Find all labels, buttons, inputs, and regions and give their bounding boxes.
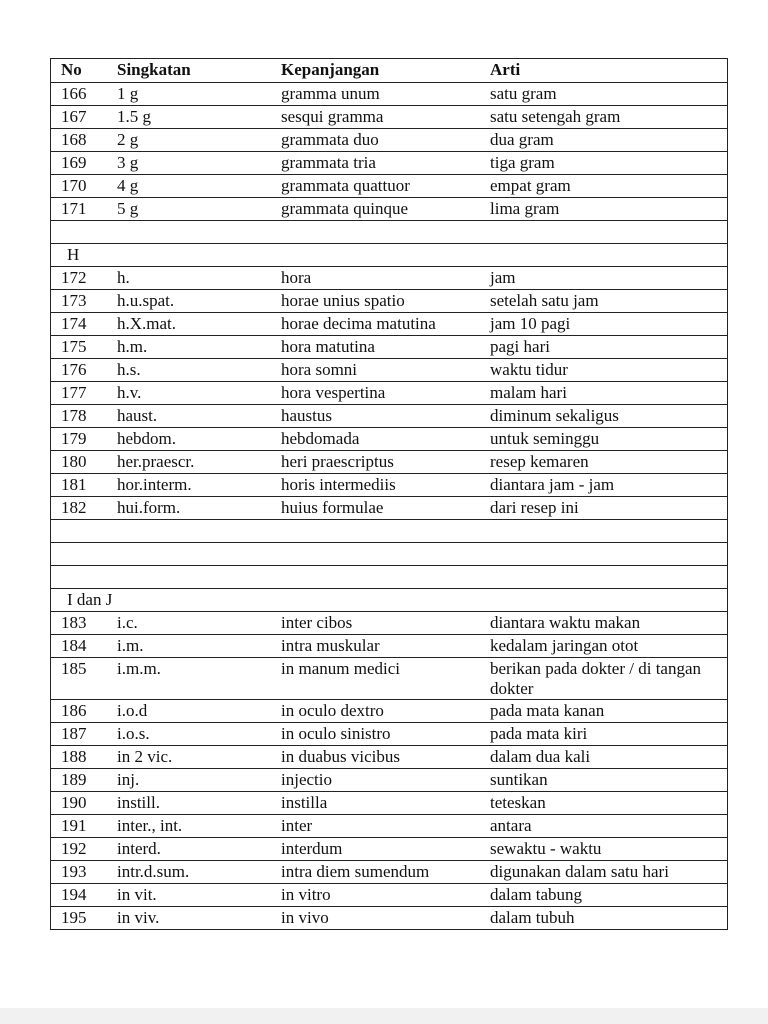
cell-full-form: horae unius spatio (281, 290, 490, 313)
table-row (51, 359, 728, 382)
cell-full-form: grammata quinque (281, 198, 490, 221)
table-row (51, 313, 728, 336)
cell-no: 169 (51, 152, 118, 175)
cell-meaning: teteskan (490, 792, 728, 815)
cell-abbreviation: 1 g (117, 83, 281, 106)
cell-abbreviation: her.praescr. (117, 451, 281, 474)
cell-meaning: malam hari (490, 382, 728, 405)
cell-meaning: diminum sekaligus (490, 405, 728, 428)
cell-abbreviation: i.o.d (117, 700, 281, 723)
table-row (51, 658, 728, 700)
table-row (51, 700, 728, 723)
cell-abbreviation: inter., int. (117, 815, 281, 838)
cell-full-form: grammata tria (281, 152, 490, 175)
cell-abbreviation: 1.5 g (117, 106, 281, 129)
cell-abbreviation: i.m. (117, 635, 281, 658)
blank-row (51, 221, 728, 244)
cell-meaning: dalam dua kali (490, 746, 728, 769)
cell-full-form: huius formulae (281, 497, 490, 520)
cell-meaning: pagi hari (490, 336, 728, 359)
cell-full-form: intra muskular (281, 635, 490, 658)
cell-no: 177 (51, 382, 118, 405)
cell-full-form: inter (281, 815, 490, 838)
cell-abbreviation: h. (117, 267, 281, 290)
cell-full-form: injectio (281, 769, 490, 792)
cell-full-form: inter cibos (281, 612, 490, 635)
cell-no: 173 (51, 290, 118, 313)
cell-no: 188 (51, 746, 118, 769)
cell-full-form: interdum (281, 838, 490, 861)
cell-abbreviation: hebdom. (117, 428, 281, 451)
cell-no: 167 (51, 106, 118, 129)
cell-full-form: grammata duo (281, 129, 490, 152)
cell-no: 191 (51, 815, 118, 838)
cell-abbreviation: i.c. (117, 612, 281, 635)
cell-abbreviation: h.u.spat. (117, 290, 281, 313)
cell-no: 186 (51, 700, 118, 723)
cell-meaning: diantara jam - jam (490, 474, 728, 497)
cell-no: 171 (51, 198, 118, 221)
cell-meaning: dalam tubuh (490, 907, 728, 930)
cell-abbreviation: i.m.m. (117, 658, 281, 700)
section-label: I dan J (51, 589, 728, 612)
table-header-row (51, 59, 728, 83)
table-row (51, 198, 728, 221)
cell-abbreviation: in viv. (117, 907, 281, 930)
cell-full-form: in duabus vicibus (281, 746, 490, 769)
cell-abbreviation: h.X.mat. (117, 313, 281, 336)
cell-full-form: heri praescriptus (281, 451, 490, 474)
blank-cell (51, 543, 728, 566)
cell-full-form: hora matutina (281, 336, 490, 359)
cell-meaning: satu gram (490, 83, 728, 106)
cell-no: 193 (51, 861, 118, 884)
cell-full-form: in oculo sinistro (281, 723, 490, 746)
table-row (51, 838, 728, 861)
cell-meaning: sewaktu - waktu (490, 838, 728, 861)
cell-full-form: sesqui gramma (281, 106, 490, 129)
cell-no: 180 (51, 451, 118, 474)
section-label: H (51, 244, 728, 267)
table-row (51, 83, 728, 106)
cell-meaning: untuk seminggu (490, 428, 728, 451)
cell-full-form: in vivo (281, 907, 490, 930)
section-header-row (51, 589, 728, 612)
table-row (51, 861, 728, 884)
table-row (51, 129, 728, 152)
cell-meaning: dua gram (490, 129, 728, 152)
cell-no: 178 (51, 405, 118, 428)
cell-no: 175 (51, 336, 118, 359)
cell-meaning: empat gram (490, 175, 728, 198)
cell-full-form: grammata quattuor (281, 175, 490, 198)
section-header-row (51, 244, 728, 267)
cell-meaning: suntikan (490, 769, 728, 792)
cell-full-form: intra diem sumendum (281, 861, 490, 884)
table-row (51, 815, 728, 838)
blank-row (51, 566, 728, 589)
page-bottom-strip (0, 1008, 768, 1024)
cell-no: 192 (51, 838, 118, 861)
table-row (51, 723, 728, 746)
table-row (51, 907, 728, 930)
table-row (51, 884, 728, 907)
cell-full-form: hora vespertina (281, 382, 490, 405)
table-row (51, 792, 728, 815)
cell-abbreviation: 4 g (117, 175, 281, 198)
table-row (51, 405, 728, 428)
cell-meaning: waktu tidur (490, 359, 728, 382)
cell-meaning: kedalam jaringan otot (490, 635, 728, 658)
cell-no: 166 (51, 83, 118, 106)
cell-abbreviation: h.m. (117, 336, 281, 359)
cell-no: 176 (51, 359, 118, 382)
cell-meaning: dalam tabung (490, 884, 728, 907)
cell-meaning: antara (490, 815, 728, 838)
cell-abbreviation: 5 g (117, 198, 281, 221)
table-row (51, 336, 728, 359)
cell-abbreviation: haust. (117, 405, 281, 428)
table-body (51, 83, 728, 930)
cell-abbreviation: in 2 vic. (117, 746, 281, 769)
cell-full-form: in manum medici (281, 658, 490, 700)
table-row (51, 612, 728, 635)
cell-no: 183 (51, 612, 118, 635)
cell-abbreviation: 3 g (117, 152, 281, 175)
table-row (51, 746, 728, 769)
table-row (51, 382, 728, 405)
cell-full-form: haustus (281, 405, 490, 428)
cell-abbreviation: intr.d.sum. (117, 861, 281, 884)
cell-meaning: pada mata kiri (490, 723, 728, 746)
header-no: No (51, 59, 118, 83)
blank-row (51, 543, 728, 566)
cell-full-form: gramma unum (281, 83, 490, 106)
cell-full-form: hora (281, 267, 490, 290)
abbreviation-table (50, 58, 728, 930)
cell-meaning: jam (490, 267, 728, 290)
table-row (51, 769, 728, 792)
table-row (51, 474, 728, 497)
cell-no: 172 (51, 267, 118, 290)
cell-meaning: tiga gram (490, 152, 728, 175)
cell-no: 184 (51, 635, 118, 658)
cell-abbreviation: hui.form. (117, 497, 281, 520)
cell-meaning: jam 10 pagi (490, 313, 728, 336)
cell-full-form: in vitro (281, 884, 490, 907)
cell-abbreviation: h.v. (117, 382, 281, 405)
cell-meaning: satu setengah gram (490, 106, 728, 129)
cell-no: 190 (51, 792, 118, 815)
cell-abbreviation: instill. (117, 792, 281, 815)
cell-abbreviation: hor.interm. (117, 474, 281, 497)
table-row (51, 106, 728, 129)
header-meaning: Arti (490, 59, 728, 83)
blank-row (51, 520, 728, 543)
cell-no: 194 (51, 884, 118, 907)
cell-meaning: pada mata kanan (490, 700, 728, 723)
cell-no: 195 (51, 907, 118, 930)
cell-no: 170 (51, 175, 118, 198)
cell-abbreviation: i.o.s. (117, 723, 281, 746)
blank-cell (51, 221, 728, 244)
cell-full-form: horis intermediis (281, 474, 490, 497)
cell-meaning: dari resep ini (490, 497, 728, 520)
cell-full-form: hora somni (281, 359, 490, 382)
cell-meaning: lima gram (490, 198, 728, 221)
cell-no: 189 (51, 769, 118, 792)
cell-full-form: in oculo dextro (281, 700, 490, 723)
cell-no: 174 (51, 313, 118, 336)
cell-meaning: digunakan dalam satu hari (490, 861, 728, 884)
cell-no: 182 (51, 497, 118, 520)
cell-full-form: horae decima matutina (281, 313, 490, 336)
cell-no: 168 (51, 129, 118, 152)
cell-meaning: berikan pada dokter / di tangan dokter (490, 658, 728, 700)
cell-abbreviation: inj. (117, 769, 281, 792)
cell-full-form: instilla (281, 792, 490, 815)
cell-abbreviation: 2 g (117, 129, 281, 152)
cell-abbreviation: in vit. (117, 884, 281, 907)
table-row (51, 152, 728, 175)
header-abbreviation: Singkatan (117, 59, 281, 83)
table-row (51, 428, 728, 451)
table-row (51, 267, 728, 290)
cell-no: 181 (51, 474, 118, 497)
blank-cell (51, 566, 728, 589)
cell-meaning: resep kemaren (490, 451, 728, 474)
table-row (51, 451, 728, 474)
cell-abbreviation: h.s. (117, 359, 281, 382)
cell-full-form: hebdomada (281, 428, 490, 451)
cell-no: 187 (51, 723, 118, 746)
table-row (51, 635, 728, 658)
cell-abbreviation: interd. (117, 838, 281, 861)
table-row (51, 175, 728, 198)
blank-cell (51, 520, 728, 543)
cell-no: 185 (51, 658, 118, 700)
cell-no: 179 (51, 428, 118, 451)
table-row (51, 290, 728, 313)
cell-meaning: setelah satu jam (490, 290, 728, 313)
cell-meaning: diantara waktu makan (490, 612, 728, 635)
table-row (51, 497, 728, 520)
header-full-form: Kepanjangan (281, 59, 490, 83)
